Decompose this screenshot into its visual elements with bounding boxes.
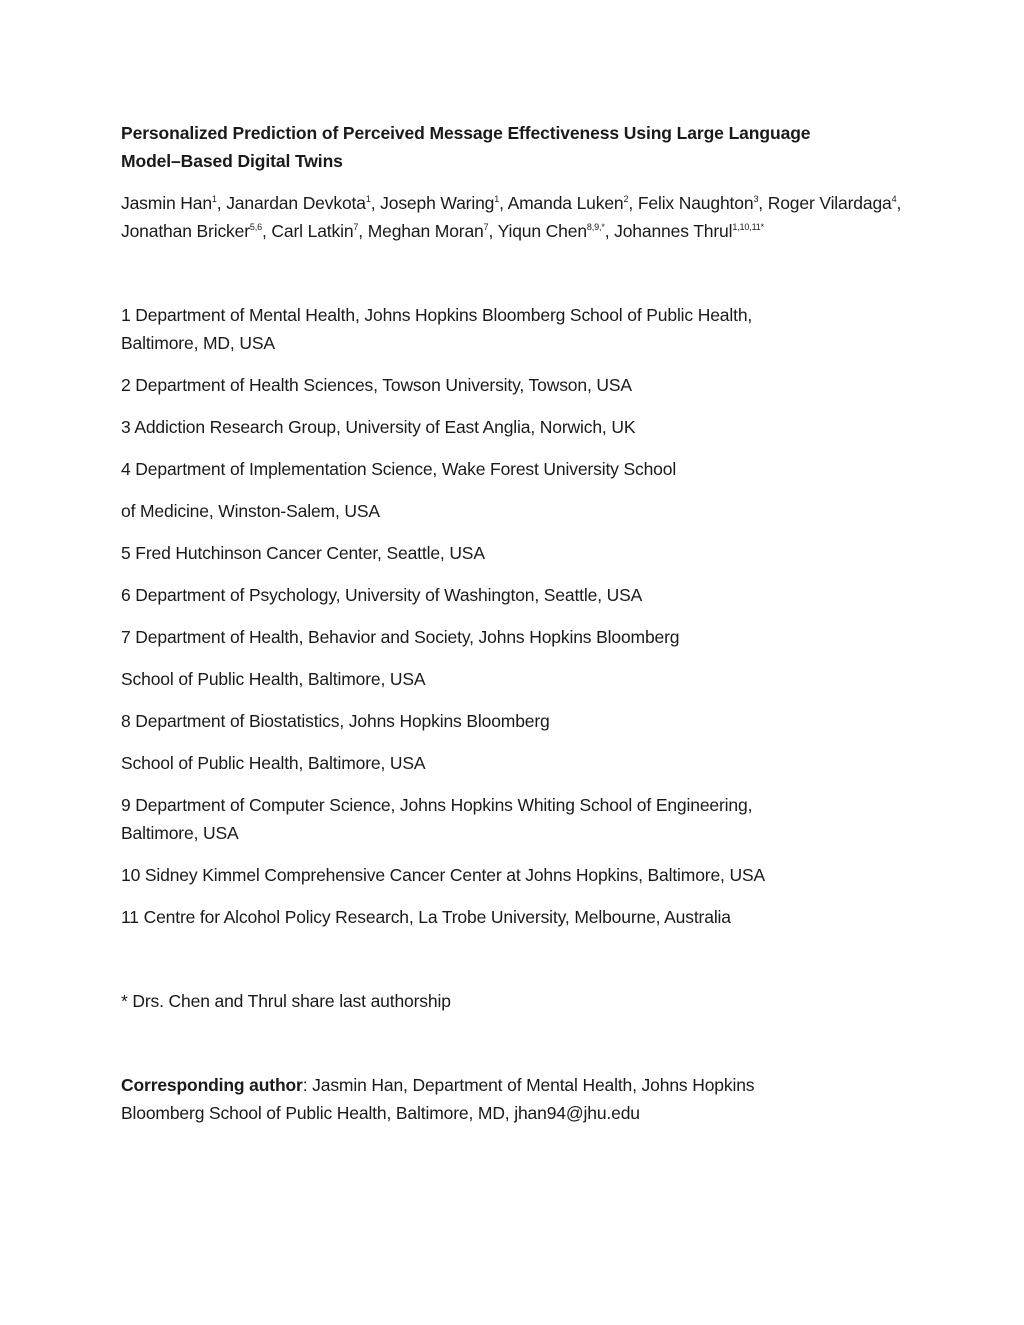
affiliation-line: 8 Department of Biostatistics, Johns Hopkins Bloomberg xyxy=(121,711,550,731)
affiliation-item xyxy=(121,371,911,399)
author-name: Janardan Devkota xyxy=(226,193,366,213)
author-name: Felix Naughton xyxy=(637,193,754,213)
author-affiliation-marker: 1 xyxy=(211,194,217,204)
affiliation-item xyxy=(121,539,911,567)
author-separator: , xyxy=(488,221,498,241)
title-page-content xyxy=(121,119,911,1127)
author-name: Joseph Waring xyxy=(380,193,495,213)
paper-title-line-2: Model–Based Digital Twins xyxy=(121,151,343,171)
author-separator: , xyxy=(499,193,508,213)
author-affiliation-marker: 7 xyxy=(353,222,359,232)
affiliation-line: 7 Department of Health, Behavior and Society, Johns Hopkins Bloomberg xyxy=(121,627,680,647)
affiliation-line: 4 Department of Implementation Science, Wake Forest University School xyxy=(121,459,677,479)
author-affiliation-marker: 4 xyxy=(891,194,897,204)
author-affiliation-marker: 1 xyxy=(494,194,500,204)
corresponding-author-label: Corresponding author xyxy=(121,1075,303,1095)
affiliation-item xyxy=(121,665,911,693)
affiliation-item xyxy=(121,413,911,441)
affiliation-line: 10 Sidney Kimmel Comprehensive Cancer Center at Johns Hopkins, Baltimore, USA xyxy=(121,865,766,885)
corresponding-author-block xyxy=(121,1071,911,1127)
author-name: Roger Vilardaga xyxy=(767,193,892,213)
author-separator: , xyxy=(896,193,902,213)
affiliation-line: 9 Department of Computer Science, Johns Hopkins Whiting School of Engineering, xyxy=(121,795,753,815)
affiliation-line: of Medicine, Winston-Salem, USA xyxy=(121,501,380,521)
author-affiliation-marker: 8,9,* xyxy=(586,222,605,232)
author-separator: , xyxy=(628,193,638,213)
author-name: Amanda Luken xyxy=(507,193,624,213)
affiliation-item xyxy=(121,497,911,525)
author-name: Johannes Thrul xyxy=(614,221,733,241)
affiliation-line: 3 Addiction Research Group, University of East Anglia, Norwich, UK xyxy=(121,417,636,437)
author-affiliation-marker: 1 xyxy=(365,194,371,204)
corresponding-author-text-line-1: : Jasmin Han, Department of Mental Health, Johns Hopkins xyxy=(302,1075,755,1095)
affiliation-item xyxy=(121,301,911,357)
author-name: Jasmin Han xyxy=(121,193,212,213)
affiliation-line: Baltimore, USA xyxy=(121,823,239,843)
corresponding-author-text-line-2: Bloomberg School of Public Health, Baltimore, MD, jhan94@jhu.edu xyxy=(121,1103,640,1123)
author-separator: , xyxy=(216,193,227,213)
author-name: Meghan Moran xyxy=(367,221,484,241)
shared-authorship-note: * Drs. Chen and Thrul share last authorship xyxy=(121,991,451,1011)
affiliation-item xyxy=(121,455,911,483)
affiliation-line: School of Public Health, Baltimore, USA xyxy=(121,753,426,773)
author-affiliation-marker: 5,6 xyxy=(249,222,262,232)
affiliation-line: 6 Department of Psychology, University of Washington, Seattle, USA xyxy=(121,585,643,605)
affiliation-line: 1 Department of Mental Health, Johns Hopkins Bloomberg School of Public Health, xyxy=(121,305,753,325)
author-separator: , xyxy=(758,193,768,213)
affiliation-line: Baltimore, MD, USA xyxy=(121,333,275,353)
author-separator: , xyxy=(604,221,615,241)
affiliation-item xyxy=(121,623,911,651)
affiliation-item xyxy=(121,861,911,889)
affiliation-line: School of Public Health, Baltimore, USA xyxy=(121,669,426,689)
affiliation-item xyxy=(121,791,911,847)
author-list xyxy=(121,189,911,245)
affiliation-item xyxy=(121,749,911,777)
author-separator: , xyxy=(358,221,368,241)
affiliation-line: 5 Fred Hutchinson Cancer Center, Seattle, USA xyxy=(121,543,485,563)
author-name: Yiqun Chen xyxy=(497,221,587,241)
paper-title-line-1: Personalized Prediction of Perceived Message Effectiveness Using Large Language xyxy=(121,123,811,143)
author-affiliation-marker: 2 xyxy=(623,194,629,204)
affiliation-item xyxy=(121,581,911,609)
paper-title xyxy=(121,119,911,175)
author-name: Carl Latkin xyxy=(271,221,354,241)
author-name: Jonathan Bricker xyxy=(121,221,250,241)
author-separator: , xyxy=(261,221,272,241)
affiliation-line: 2 Department of Health Sciences, Towson University, Towson, USA xyxy=(121,375,632,395)
affiliation-item xyxy=(121,903,911,931)
affiliation-line: 11 Centre for Alcohol Policy Research, La Trobe University, Melbourne, Australia xyxy=(121,907,731,927)
author-affiliation-marker: 7 xyxy=(483,222,489,232)
author-affiliation-marker: 1,10,11* xyxy=(732,222,765,232)
author-separator: , xyxy=(370,193,381,213)
affiliation-list xyxy=(121,301,911,931)
affiliation-item xyxy=(121,707,911,735)
author-affiliation-marker: 3 xyxy=(753,194,759,204)
